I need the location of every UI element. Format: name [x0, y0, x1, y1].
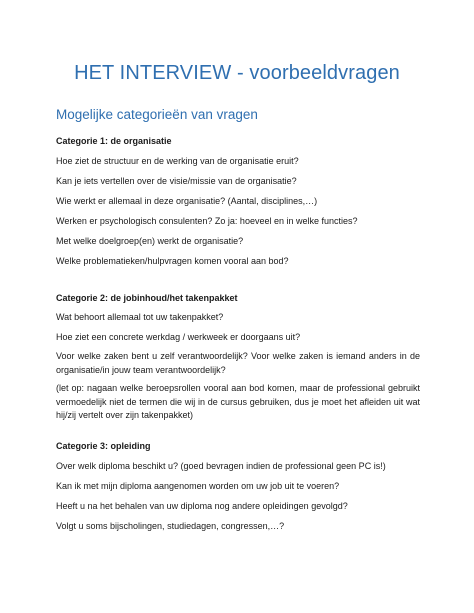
question-item: Kan je iets vertellen over de visie/missie van de organisatie? — [56, 176, 297, 186]
question-note: (let op: nagaan welke beroepsrollen vooral aan bod komen, maar de professional gebruikt vermoedelijk niet de termen die wij in de cursus gebruiken, dus je moet het afleiden uit wat hij/zij vertelt over zijn takenpakket) — [56, 383, 420, 420]
section-heading-jobinhoud: Categorie 2: de jobinhoud/het takenpakket — [56, 293, 238, 303]
document-title: HET INTERVIEW - voorbeeldvragen — [74, 62, 400, 84]
question-item: Over welk diploma beschikt u? (goed bevragen indien de professional geen PC is!) — [56, 461, 386, 471]
question-item: Kan ik met mijn diploma aangenomen worden om uw job uit te voeren? — [56, 481, 340, 491]
question-item: Hoe ziet een concrete werkdag / werkweek er doorgaans uit? — [56, 332, 301, 342]
question-item: Werken er psychologisch consulenten? Zo ja: hoeveel en in welke functies? — [56, 216, 358, 226]
section-heading-organisatie: Categorie 1: de organisatie — [56, 136, 172, 146]
question-item: Volgt u soms bijscholingen, studiedagen, congressen,…? — [56, 521, 285, 531]
question-item: Voor welke zaken bent u zelf verantwoordelijk? Voor welke zaken is iemand anders in de organisatie/in jouw team verantwoordelijk? — [56, 351, 420, 375]
section-heading-opleiding: Categorie 3: opleiding — [56, 441, 151, 451]
question-item: Hoe ziet de structuur en de werking van de organisatie eruit? — [56, 156, 299, 166]
question-item: Wie werkt er allemaal in deze organisatie? (Aantal, disciplines,…) — [56, 196, 318, 206]
question-item: Met welke doelgroep(en) werkt de organisatie? — [56, 236, 244, 246]
document-subtitle: Mogelijke categorieën van vragen — [56, 107, 258, 122]
question-item: Welke problematieken/hulpvragen komen vooral aan bod? — [56, 256, 289, 266]
question-item: Wat behoort allemaal tot uw takenpakket? — [56, 312, 224, 322]
question-item: Heeft u na het behalen van uw diploma nog andere opleidingen gevolgd? — [56, 501, 348, 511]
